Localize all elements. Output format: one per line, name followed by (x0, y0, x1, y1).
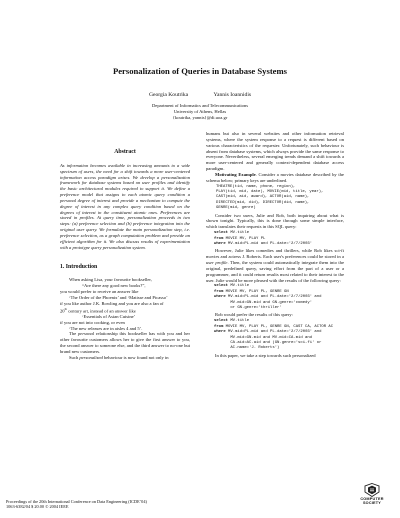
logo-line: SOCIETY (362, 501, 382, 506)
sql-text: MOVIE MV, PLAY PL, GENRE GN (223, 289, 289, 294)
motivating-label: Motivating Example (215, 171, 256, 177)
sql-text: MOVIE MV, PLAY PL (223, 236, 266, 241)
sql-query-1 (214, 231, 344, 247)
proceedings-footer (6, 499, 147, 510)
intro-line (60, 307, 190, 314)
affiliation (0, 103, 400, 120)
sql-text: MV.mid=PL.mid and PL.date='2/7/2003' and (225, 330, 322, 335)
emphasis: user profile (206, 260, 228, 266)
sql-keyword: select (214, 319, 229, 324)
text-run: . Then, the system could automatically integrate them into the original, predefined query, saving effort from the part of a user or a programmer, and it could return results most related to their interest to the user. Julie would be more pleased with the results of the following query: (206, 260, 344, 283)
text-run: However, Julie likes comedies and thrillers, while Rob likes sci-fi movies and actress J. Roberts. Each user's preferences could be stored in a (206, 248, 344, 260)
century-number: 20 (60, 308, 65, 314)
sql-text: MV.title (228, 231, 250, 236)
computer-society-emblem-icon (364, 483, 380, 497)
emphasis: personal (78, 331, 95, 337)
sql-text: MV.mid=PL.mid and PL.date='2/7/2003' (225, 241, 313, 246)
sql-query-3 (214, 319, 344, 351)
sql-text: MV.mid=PL.mid and PL.date='2/7/2003' and (225, 295, 322, 300)
sql-line: MV.mid=GN.mid and MV.mid=CA.mid and (214, 335, 313, 340)
sql-keyword: from (214, 236, 224, 241)
sql-text: MV.title (228, 319, 250, 324)
abstract-heading: Abstract (114, 149, 136, 155)
intro-quote: “Are there any good new books?”, (82, 283, 146, 289)
abstract-text: As information becomes available in increasing amounts to a wide spectrum of users, the need for a shift towards a more user-centered information access paradigm arises. We develop a personalization framework for database systems based on user profiles and identify the basic architectural modules required to support it. We define a preference model that assigns to each atomic query condition a personal degree of interest and provide a mechanism to compute the degree of interest in any complex query condition based on the degrees of interest in the constituent atomic ones. Preferences are stored in profiles. At query time, personalization proceeds in two steps: (a) preference selection and (b) preference integration into the original user query. We formulate the main personalization step, i.e. preference selection, as a graph computation problem and provide an efficient algorithm for it. We also discuss results of experimentation with a prototype query personalization system. (60, 162, 190, 250)
schema-line: CAST(mid, aid, award), ACTOR(aid, name), (216, 195, 310, 200)
intro-line: When asking Lisa, your favourite bookseller, (69, 277, 152, 283)
paper-title: Personalization of Queries in Database Systems (112, 66, 287, 76)
intro-line-rest: century art, instead of an answer like (66, 308, 136, 314)
affiliation-dept: Department of Informatics and Telecommunications (151, 103, 249, 108)
sql-keyword: where (214, 330, 226, 335)
body-paragraph: Rob would prefer the results of this query: (215, 312, 293, 318)
intro-line: you would prefer to receive an answer like (60, 289, 139, 295)
sql-keyword: where (214, 295, 226, 300)
century-suffix: th (64, 306, 67, 311)
sql-keyword: where (214, 241, 226, 246)
sql-line: AC.name='J. Roberts') (214, 346, 280, 351)
body-paragraph (206, 248, 344, 283)
sql-query-2 (214, 284, 344, 311)
sql-keyword: select (214, 231, 229, 236)
sql-line: CA.aid=AC.aid and (GN.genre='sci-fi' or (214, 340, 322, 345)
footer-line: Proceedings of the 20th International Conference on Data Engineering (ICDE’04) (6, 499, 147, 504)
sql-text: MV.title (228, 284, 250, 289)
text-run: . Consider a movies database described by the schema below; primary keys are underlined. (206, 171, 344, 183)
sql-line: MV.mid=GN.mid and GN.genre='comedy' (214, 300, 313, 305)
sql-keyword: from (214, 324, 224, 329)
body-paragraph: Consider two users, Julie and Rob, both inquiring about what is shown tonight. Typically, this is done through some simple interface, which translates their requests in this SQL query: (206, 212, 344, 230)
author-list (0, 92, 400, 98)
text-run: behaviour is now found not only in (102, 354, 169, 360)
schema-line: PLAY(tid, mid, date), MOVIE(mid, title, year), (216, 190, 324, 194)
sql-keyword: select (214, 284, 229, 289)
affiliation-emails: {koutrika, yannis}@di.uoa.gr (172, 114, 228, 120)
schema-block (216, 185, 344, 212)
logo-line: COMPUTER (360, 497, 384, 501)
author-name: Yannis Ioannidis (213, 92, 252, 98)
intro-quote: ‘The Order of the Phoenix’ and ‘Matisse and Picasso’ (69, 294, 168, 300)
intro-quote: ‘Essentials of Asian Cuisine’ (82, 313, 136, 319)
sql-line (214, 242, 344, 247)
sql-text: MOVIE MV, PLAY PL, GENRE GN, CAST CA, ACTOR AC (223, 324, 334, 329)
introduction-heading: 1. Introduction (60, 263, 98, 270)
text-run: relationship this bookseller has with you and her other favourite customers allows her to give the first answer to you, the second answer to someone else, and the third answer to no-one but brand new customers. (60, 331, 191, 354)
intro-quote: ‘The new releases are in aisles 4 and 5’. (69, 325, 143, 331)
intro-line: if you like author J.K. Rowling and you are also a fan of (60, 300, 164, 306)
schema-line: GENRE(mid, genre) (216, 206, 256, 211)
text-run: The (69, 331, 78, 337)
text-run: Such (69, 354, 80, 360)
body-paragraph: humans but also in several websites and other information retrieval systems, where the system response to a request is different based on various characteristics of the requester. Unfortunately, such behaviour is absent from database systems, which always provide the same response to everyone. Nevertheless, several emerging trends demand a shift towards a more user-centered and generally context-dependent database access paradigm. (206, 131, 344, 172)
sql-line: or GN.genre='thriller' (214, 306, 282, 311)
intro-paragraph (60, 355, 190, 361)
right-column (206, 131, 344, 359)
author-name: Georgia Koutrika (148, 92, 189, 98)
intro-line: if you are not into cooking, or even (60, 319, 125, 325)
emphasis: personalized (79, 354, 103, 360)
footer-line: 1063-6382/04 $ 20.00 © 2004 IEEE (6, 504, 69, 510)
intro-paragraph (60, 331, 190, 354)
sql-keyword: from (214, 289, 224, 294)
affiliation-univ: University of Athens, Hellas (173, 108, 227, 114)
left-column (60, 150, 190, 361)
computer-society-logo (355, 483, 389, 505)
schema-line: DIRECTED(mid, did), DIRECTOR(did, name), (216, 200, 310, 205)
motivating-example (206, 172, 344, 184)
schema-line: THEATRE(tid, name, phone, region), (216, 184, 296, 189)
body-paragraph: In this paper, we take a step towards such personalized (215, 352, 316, 358)
